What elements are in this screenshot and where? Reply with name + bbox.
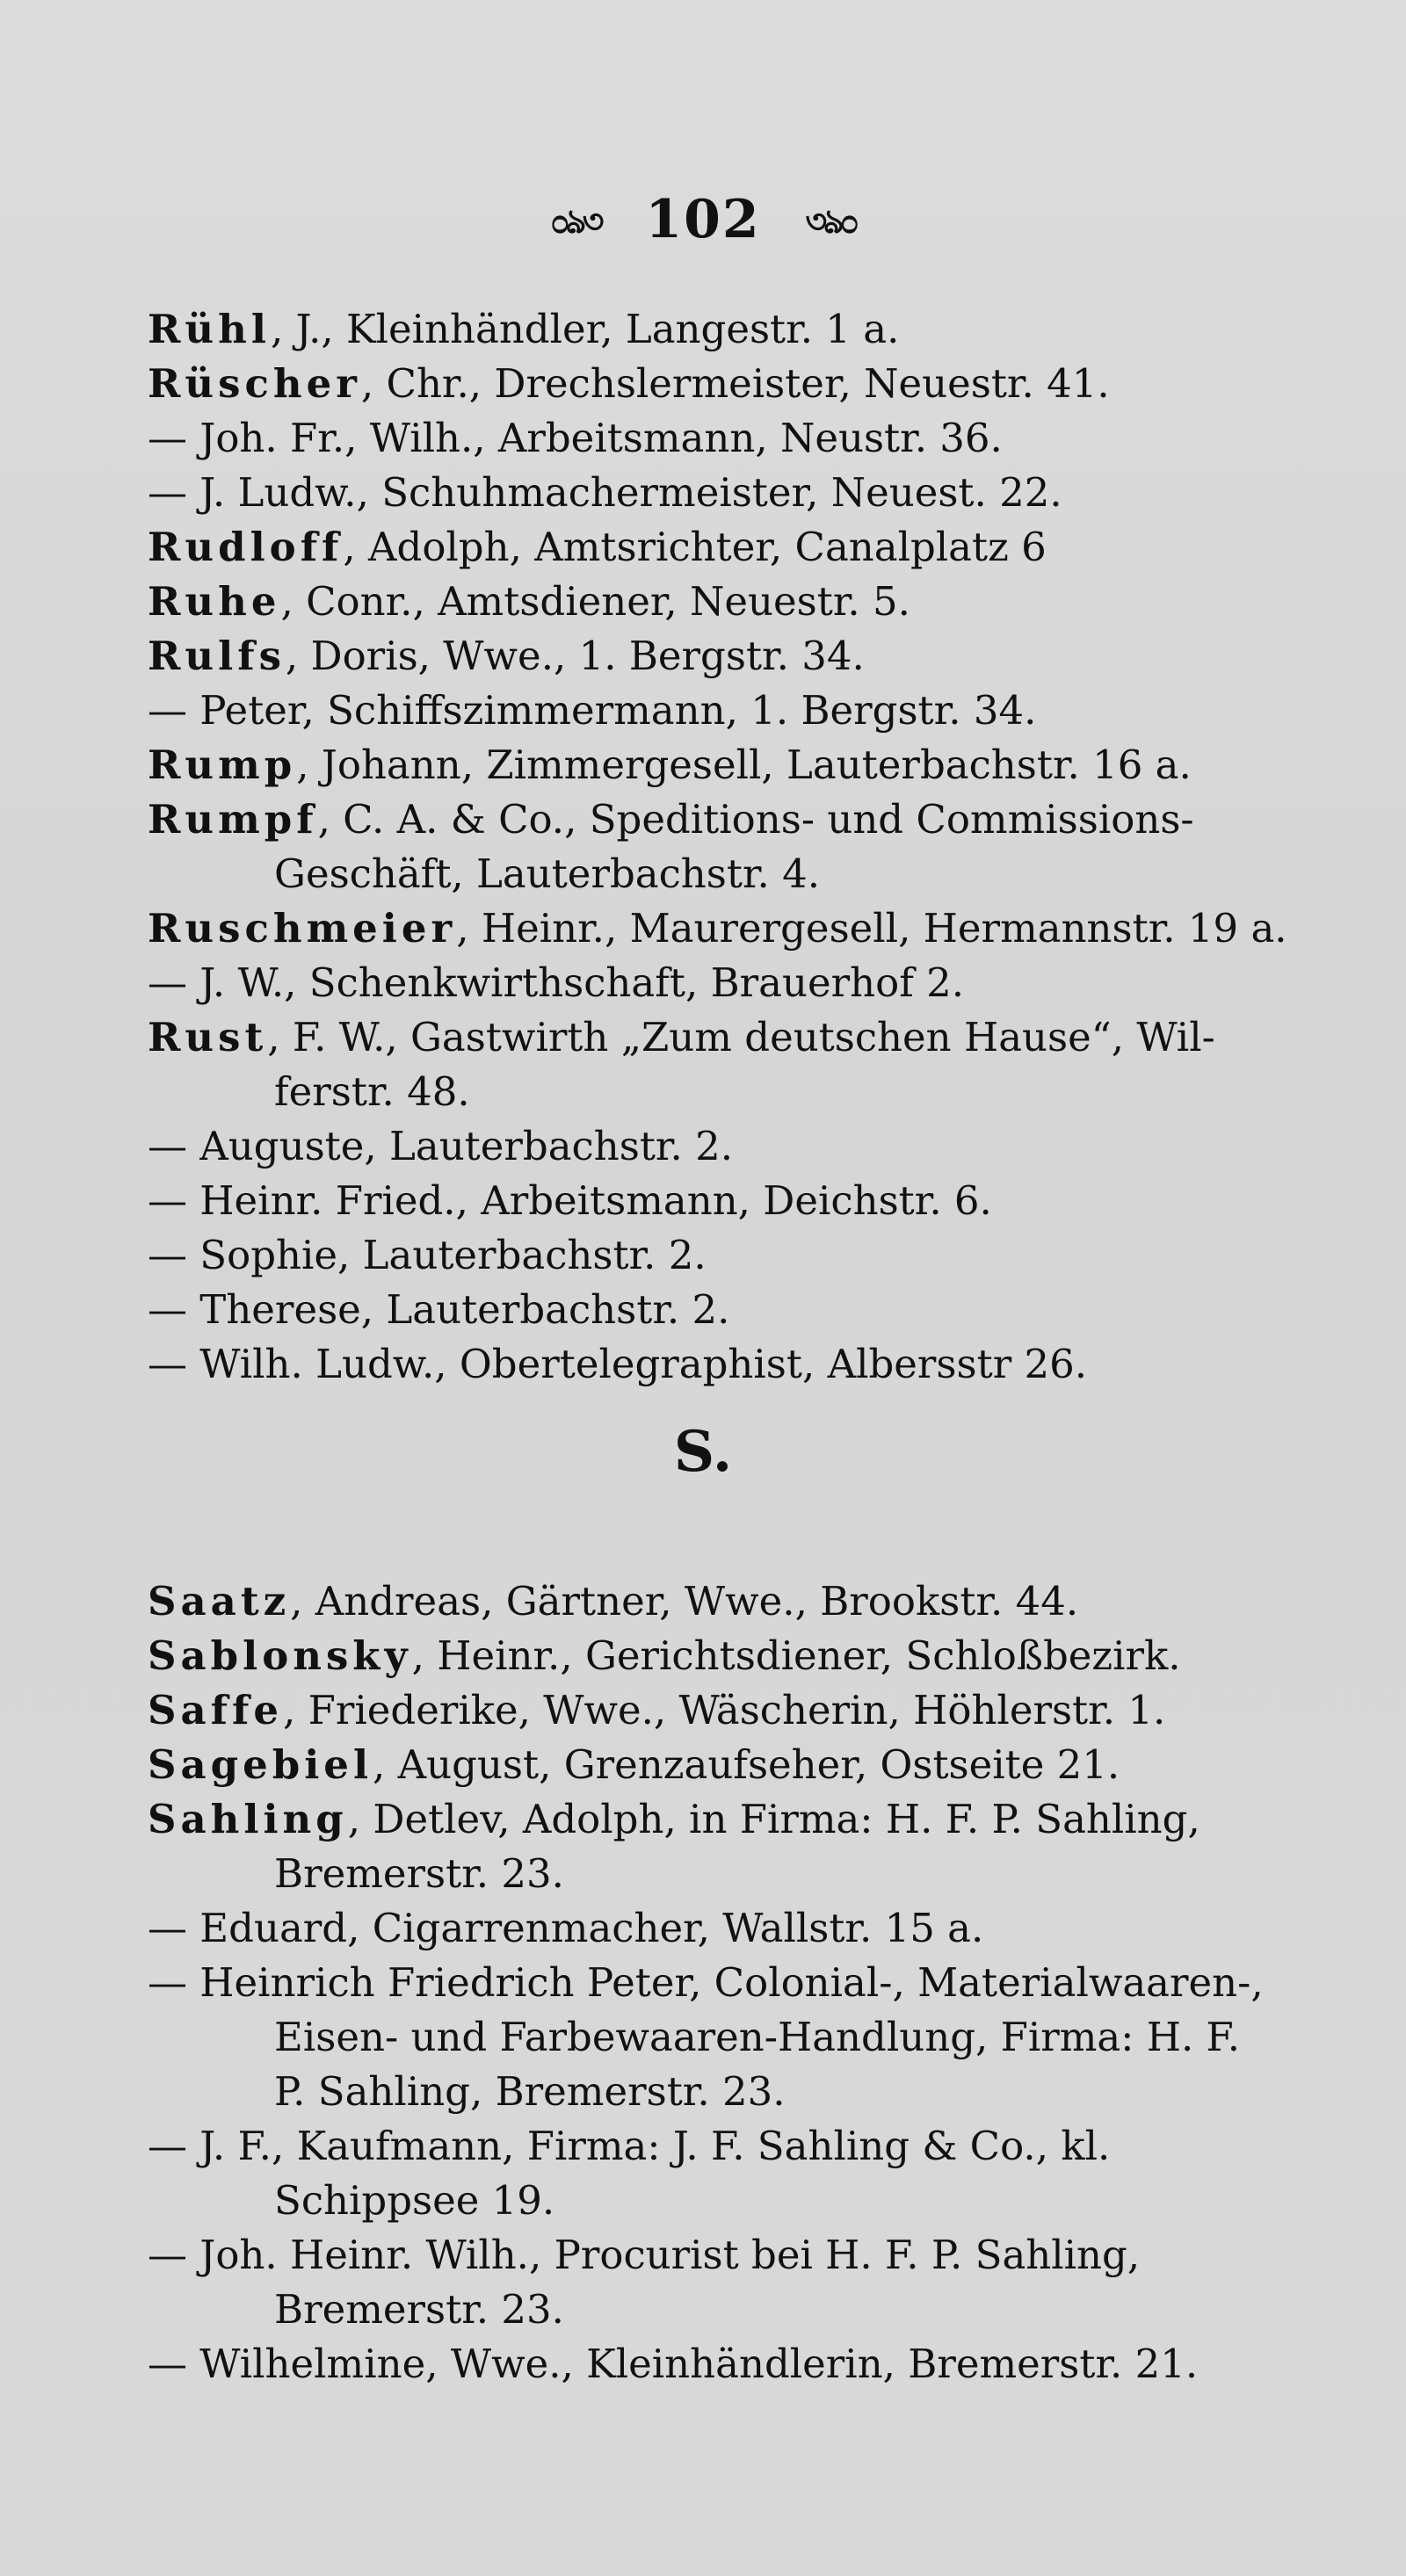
entry-surname: Saffe <box>148 1687 284 1733</box>
entry-text: — Wilh. Ludw., Obertelegraphist, Albersstr 26. <box>148 1341 1088 1387</box>
entry-text: , Andreas, Gärtner, Wwe., Brookstr. 44. <box>290 1578 1079 1624</box>
entry-text: , C. A. & Co., Speditions- und Commissions- <box>317 796 1194 843</box>
entry-text: Eisen- und Farbewaaren-Handlung, Firma: H. F. <box>274 2014 1241 2060</box>
entry-text: , Friederike, Wwe., Wäscherin, Höhlerstr. 1. <box>283 1687 1166 1733</box>
entry-text: Geschäft, Lauterbachstr. 4. <box>274 850 821 897</box>
entry-surname: Sablonsky <box>148 1632 412 1679</box>
directory-entry <box>148 1574 1308 1629</box>
entry-text: — Joh. Heinr. Wilh., Procurist bei H. F. P. Sahling, <box>148 2232 1141 2278</box>
directory-entry <box>148 520 1308 575</box>
entry-text: — Therese, Lauterbachstr. 2. <box>148 1286 730 1333</box>
entry-text: — Sophie, Lauterbachstr. 2. <box>148 1232 707 1278</box>
entry-text: — Heinr. Fried., Arbeitsmann, Deichstr. 6. <box>148 1177 992 1224</box>
entry-text: , Heinr., Maurergesell, Hermannstr. 19 a. <box>456 905 1287 952</box>
entry-text: , Detlev, Adolph, in Firma: H. F. P. Sahling, <box>347 1796 1200 1842</box>
entry-continuation <box>148 847 1308 901</box>
entry-text: — Peter, Schiffszimmermann, 1. Bergstr. 34. <box>148 687 1037 734</box>
entry-surname: Rumpf <box>148 796 318 843</box>
page-header <box>0 189 1406 252</box>
entries-s-section <box>148 1574 1308 2391</box>
directory-entry <box>148 1901 1308 1956</box>
entry-text: , Adolph, Amtsrichter, Canalplatz 6 <box>343 524 1047 570</box>
entry-text: — J. Ludw., Schuhmachermeister, Neuest. 22. <box>148 469 1062 516</box>
entry-surname: Sagebiel <box>148 1741 373 1788</box>
directory-entry <box>148 901 1308 956</box>
directory-entry <box>148 684 1308 738</box>
entry-continuation <box>148 1847 1308 1901</box>
entry-text: — Joh. Fr., Wilh., Arbeitsmann, Neustr. 36. <box>148 415 1003 461</box>
directory-entry <box>148 1792 1308 1847</box>
page-number: 102 <box>645 189 761 250</box>
entry-continuation <box>148 2174 1308 2228</box>
directory-entry <box>148 1283 1308 1337</box>
directory-entry <box>148 1337 1308 1392</box>
ornament-right-icon: ৩ঌ೦ <box>805 200 856 241</box>
directory-entry <box>148 411 1308 466</box>
entry-text: , J., Kleinhändler, Langestr. 1 a. <box>270 306 900 352</box>
entry-surname: Rump <box>148 742 297 788</box>
directory-entry <box>148 1683 1308 1738</box>
entry-text: — Heinrich Friedrich Peter, Colonial-, Materialwaaren-, <box>148 1959 1264 2006</box>
ornament-left-icon: ೦ঌ৩ <box>550 200 601 241</box>
entry-text: — J. W., Schenkwirthschaft, Brauerhof 2. <box>148 959 965 1006</box>
directory-entry <box>148 302 1308 357</box>
entry-text: , Johann, Zimmergesell, Lauterbachstr. 16 a. <box>296 742 1192 788</box>
entry-text: , F. W., Gastwirth „Zum deutschen Hause“, Wil- <box>267 1014 1215 1060</box>
entry-surname: Sahling <box>148 1796 348 1842</box>
entry-continuation <box>148 2283 1308 2337</box>
entry-text: , Chr., Drechslermeister, Neuestr. 41. <box>360 360 1110 407</box>
directory-entry <box>148 956 1308 1010</box>
directory-entry <box>148 1010 1308 1065</box>
entry-surname: Ruhe <box>148 578 281 625</box>
directory-entry <box>148 1228 1308 1283</box>
entry-surname: Rust <box>148 1014 268 1060</box>
directory-entry <box>148 2337 1308 2391</box>
directory-entry <box>148 1174 1308 1228</box>
entry-text: ferstr. 48. <box>274 1068 470 1115</box>
entry-text: P. Sahling, Bremerstr. 23. <box>274 2068 786 2115</box>
section-letter-s: S. <box>673 1419 733 1485</box>
entry-surname: Rudloff <box>148 524 344 570</box>
entry-surname: Saatz <box>148 1578 291 1624</box>
entry-surname: Rüscher <box>148 360 361 407</box>
entry-text: , Doris, Wwe., 1. Bergstr. 34. <box>285 633 865 679</box>
directory-entry <box>148 2119 1308 2174</box>
entry-text: , August, Grenzaufseher, Ostseite 21. <box>373 1741 1120 1788</box>
directory-entry <box>148 1629 1308 1683</box>
entry-text: , Heinr., Gerichtsdiener, Schloßbezirk. <box>411 1632 1181 1679</box>
directory-entry <box>148 575 1308 629</box>
entry-text: Schippsee 19. <box>274 2177 555 2224</box>
entries-r-section <box>148 302 1308 1392</box>
entry-surname: Rulfs <box>148 633 286 679</box>
entry-text: — Eduard, Cigarrenmacher, Wallstr. 15 a. <box>148 1905 984 1951</box>
entry-continuation <box>148 2010 1308 2065</box>
entry-text: — J. F., Kaufmann, Firma: J. F. Sahling & Co., kl. <box>148 2123 1111 2169</box>
directory-entry <box>148 1119 1308 1174</box>
directory-entry <box>148 2228 1308 2283</box>
directory-entry <box>148 357 1308 411</box>
entry-text: , Conr., Amtsdiener, Neuestr. 5. <box>280 578 910 625</box>
entry-text: Bremerstr. 23. <box>274 1850 564 1897</box>
entry-surname: Ruschmeier <box>148 905 457 952</box>
entry-surname: Rühl <box>148 306 271 352</box>
entry-continuation <box>148 1065 1308 1119</box>
directory-entry <box>148 792 1308 847</box>
directory-entry <box>148 738 1308 792</box>
directory-entry <box>148 466 1308 520</box>
entry-text: Bremerstr. 23. <box>274 2286 564 2333</box>
directory-entry <box>148 1738 1308 1792</box>
directory-entry <box>148 629 1308 684</box>
entry-text: — Wilhelmine, Wwe., Kleinhändlerin, Bremerstr. 21. <box>148 2341 1199 2387</box>
entry-continuation <box>148 2065 1308 2119</box>
entry-text: — Auguste, Lauterbachstr. 2. <box>148 1123 734 1169</box>
directory-entry <box>148 1956 1308 2010</box>
